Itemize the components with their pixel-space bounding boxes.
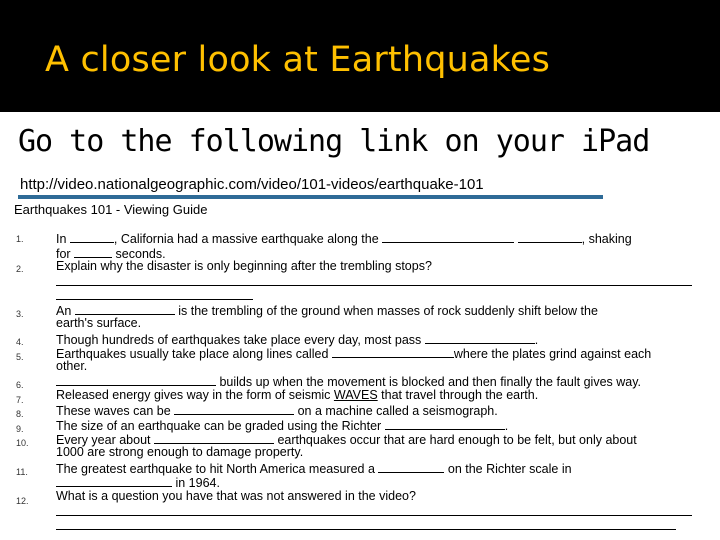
item-10-line-1: Every year about earthquakes occur that are hard enough to be felt, but only about bbox=[56, 433, 637, 447]
item-number: 11. bbox=[16, 467, 28, 477]
item-10-line-2: 1000 are strong enough to damage property. bbox=[56, 445, 304, 459]
blank-faults[interactable] bbox=[332, 346, 454, 358]
blank-scale[interactable] bbox=[385, 418, 505, 430]
blank-year[interactable] bbox=[70, 231, 114, 243]
item-number: 1. bbox=[16, 234, 24, 244]
waves-word: WAVES bbox=[333, 388, 378, 402]
blank-earthquake[interactable] bbox=[75, 303, 175, 315]
blank-fault-name[interactable] bbox=[382, 231, 514, 243]
blank-fault-name-2[interactable] bbox=[518, 231, 582, 243]
item-number: 12. bbox=[16, 496, 29, 506]
answer-line[interactable] bbox=[56, 299, 253, 300]
item-11-line-1: The greatest earthquake to hit North America measured a on the Richter scale in bbox=[56, 462, 572, 476]
answer-line[interactable] bbox=[56, 529, 676, 530]
item-5-line-1: Earthquakes usually take place along lines called where the plates grind against each bbox=[56, 347, 652, 361]
blank-magnitude[interactable] bbox=[378, 461, 444, 473]
item-12-line: What is a question you have that was not answered in the video? bbox=[56, 489, 416, 503]
item-6-line: builds up when the movement is blocked and then finally the fault gives way. bbox=[56, 374, 641, 389]
item-9-line: The size of an earthquake can be graded using the Richter . bbox=[56, 419, 509, 433]
blank-location[interactable] bbox=[56, 475, 172, 487]
page-title: A closer look at Earthquakes bbox=[45, 40, 551, 80]
blank-pressure[interactable] bbox=[56, 374, 216, 386]
blank-unnoticed[interactable] bbox=[425, 332, 535, 344]
blank-number[interactable] bbox=[154, 432, 274, 444]
video-link[interactable]: http://video.nationalgeographic.com/video/101-videos/earthquake-101 bbox=[20, 176, 484, 193]
instruction-heading: Go to the following link on your iPad bbox=[18, 124, 650, 159]
item-4-line: Though hundreds of earthquakes take place every day, most pass . bbox=[56, 333, 539, 347]
item-3-line-2: earth's surface. bbox=[56, 316, 142, 330]
item-number: 6. bbox=[16, 380, 24, 390]
item-number: 2. bbox=[16, 264, 24, 274]
item-number: 4. bbox=[16, 337, 24, 347]
item-number: 7. bbox=[16, 395, 24, 405]
answer-line[interactable] bbox=[56, 285, 692, 286]
answer-line[interactable] bbox=[56, 515, 692, 516]
guide-title: Earthquakes 101 - Viewing Guide bbox=[14, 202, 208, 217]
item-8-line: These waves can be on a machine called a seismograph. bbox=[56, 404, 498, 418]
item-number: 5. bbox=[16, 352, 24, 362]
item-number: 9. bbox=[16, 424, 24, 434]
item-1-line-2: for seconds. bbox=[56, 247, 166, 261]
link-underline bbox=[18, 195, 603, 199]
blank-seconds[interactable] bbox=[74, 246, 112, 258]
item-number: 8. bbox=[16, 409, 24, 419]
item-7-line: Released energy gives way in the form of seismic WAVES that travel through the earth. bbox=[56, 388, 539, 402]
item-number: 3. bbox=[16, 309, 24, 319]
item-5-line-2: other. bbox=[56, 359, 88, 373]
title-bar bbox=[0, 0, 720, 112]
blank-recorded[interactable] bbox=[174, 403, 294, 415]
item-3-line-1: An is the trembling of the ground when masses of rock suddenly shift below the bbox=[56, 304, 598, 318]
item-1-line-1: In , California had a massive earthquake along the , shaking bbox=[56, 232, 632, 246]
item-2-line: Explain why the disaster is only beginning after the trembling stops? bbox=[56, 259, 432, 273]
item-11-line-2: in 1964. bbox=[56, 475, 220, 490]
item-number: 10. bbox=[16, 438, 29, 448]
